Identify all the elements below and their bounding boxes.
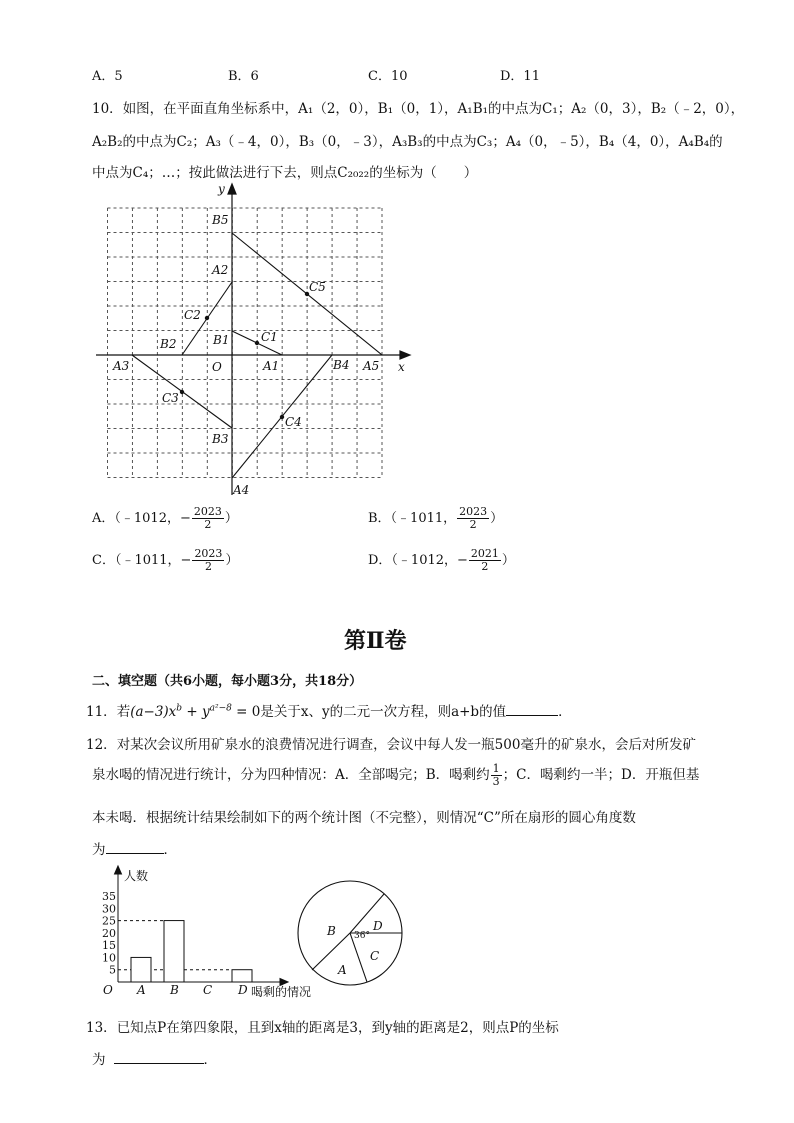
label-a1: A1: [263, 359, 280, 373]
q12-text-1: 对某次会议所用矿泉水的浪费情况进行调查，会议中每人发一瓶500毫升的矿泉水，会后对所发矿: [116, 737, 696, 753]
q10-option-b-label: B．（﹣1011，: [368, 511, 457, 526]
pie-angle-label: 36°: [354, 931, 370, 941]
category-labels: [136, 983, 248, 997]
q10-number: 10．: [92, 101, 123, 117]
q10-option-c-sign: −: [180, 553, 192, 568]
label-a4: A4: [233, 483, 250, 497]
x-axis-label: x: [398, 360, 405, 374]
q10-option-d-sign: −: [457, 553, 468, 568]
q13-line-2: [92, 1048, 217, 1068]
y-ticks: [102, 890, 116, 977]
q12-text-2b: ；C．喝剩约一半；D．开瓶但基: [502, 767, 700, 783]
q12-line4-end: ．: [163, 842, 177, 858]
q11-number: 11．: [86, 704, 117, 720]
q10-line-1: [92, 97, 744, 117]
q11-exp-a: a²−8: [209, 703, 232, 714]
q11-suffix: 是关于x、y的二元一次方程，则a+b的值: [260, 704, 507, 720]
y-tick-label: 25: [102, 914, 116, 928]
q13-number: 13．: [86, 1020, 117, 1036]
q12-fraction: [491, 763, 502, 788]
q10-option-a-fraction: [192, 506, 224, 531]
bar: [164, 921, 184, 982]
q10-option-d-fraction: [469, 548, 501, 573]
label-a5: A5: [363, 359, 380, 373]
y-tick-label: 15: [102, 939, 116, 953]
fraction-denominator: 2: [469, 518, 477, 531]
q10-text-1: 如图，在平面直角坐标系中，A₁（2，0），B₁（0，1），A₁B₁的中点为C₁；A₂（0，3），B₂（﹣2，0），: [122, 101, 745, 117]
q11-eq: = 0: [231, 704, 261, 720]
q11-end: ．: [558, 704, 572, 720]
y-axis-label: y: [218, 182, 225, 196]
origin-label: O: [212, 360, 222, 374]
q9-option-d: D．11: [500, 69, 540, 84]
fraction-denominator: 2: [204, 560, 212, 573]
q10-option-b: [368, 506, 503, 531]
y-tick-label: 20: [102, 926, 116, 940]
q10-option-a-label: A．（﹣1012，: [92, 511, 180, 526]
q10-option-a-sign: −: [179, 511, 191, 526]
q11-line: [86, 700, 572, 720]
q11-expr: (a−3)x: [130, 704, 177, 720]
origin-label: O: [103, 983, 113, 997]
q13-line2-prefix: 为: [92, 1052, 106, 1068]
category-label: A: [137, 983, 146, 997]
q11-answer-blank[interactable]: [506, 715, 558, 716]
q10-option-d-close: ）: [501, 553, 515, 568]
y-axis-title: 人数: [124, 869, 149, 883]
q11-prefix: 若: [116, 704, 131, 720]
y-tick-label: 35: [102, 890, 116, 903]
q12-answer-blank[interactable]: [106, 853, 164, 854]
fraction-numerator: 2023: [193, 505, 222, 518]
label-b5: B5: [212, 213, 229, 227]
q10-option-c-fraction: [192, 548, 224, 573]
section-title: 第Ⅱ卷: [344, 628, 407, 654]
label-b4: B4: [333, 358, 350, 372]
q10-option-b-close: ）: [490, 511, 504, 526]
label-c3: C3: [162, 391, 179, 405]
label-c4: C4: [285, 415, 302, 429]
q12-line-2: [92, 763, 699, 788]
label-c1: C1: [261, 330, 278, 344]
fraction-denominator: 3: [492, 775, 500, 788]
q10-line-3: 中点为C₄；…；按此做法进行下去，则点C₂₀₂₂的坐标为（ ）: [92, 165, 478, 181]
q12-pie-chart: [296, 874, 406, 992]
label-a2: A2: [212, 263, 229, 277]
label-b1: B1: [213, 333, 230, 347]
q12-line-4: [92, 838, 177, 858]
q12-line4-prefix: 为: [92, 842, 106, 858]
q13-text-1: 已知点P在第四象限，且到x轴的距离是3，到y轴的距离是2，则点P的坐标: [116, 1020, 559, 1036]
q10-option-a: [92, 506, 238, 531]
q11-plus-y: + y: [182, 704, 210, 720]
q13-answer-blank[interactable]: [114, 1063, 204, 1064]
grid: [108, 208, 383, 478]
q10-line-2: A₂B₂的中点为C₂；A₃（﹣4，0），B₃（0，﹣3），A₃B₃的中点为C₃；A₄（0，﹣5），B₄（4，0），A₄B₄的: [92, 134, 723, 150]
fraction-numerator: 1: [492, 762, 500, 775]
bar: [232, 970, 252, 982]
label-b3: B3: [212, 432, 229, 446]
pie-label-d: D: [373, 919, 383, 933]
pie-label-b: B: [327, 924, 336, 938]
fraction-denominator: 2: [481, 560, 489, 573]
q10-option-b-fraction: [457, 506, 489, 531]
part2-heading: 二、填空题（共6小题，每小题3分，共18分）: [92, 674, 363, 689]
label-c2: C2: [184, 308, 201, 322]
q13-line-1: [86, 1016, 559, 1036]
q10-coordinate-graph: [94, 180, 424, 500]
fraction-denominator: 2: [204, 518, 212, 531]
bars: [131, 921, 252, 982]
y-tick-label: 30: [102, 902, 116, 916]
q12-line-3: 本未喝．根据统计结果绘制如下的两个统计图（不完整），则情况“C”所在扇形的圆心角度数: [92, 810, 636, 826]
fraction-numerator: 2021: [470, 547, 499, 560]
category-label: C: [203, 983, 213, 997]
q9-option-b: B．6: [228, 69, 259, 84]
q12-number: 12．: [86, 737, 117, 753]
category-label: B: [170, 983, 179, 997]
fraction-numerator: 2023: [194, 547, 223, 560]
q12-text-2a: 泉水喝的情况进行统计，分为四种情况：A．全部喝完；B．喝剩约: [92, 767, 490, 783]
label-b2: B2: [160, 337, 177, 351]
q9-option-a: A．5: [92, 69, 123, 84]
pie-label-a: A: [338, 963, 347, 977]
label-a3: A3: [113, 359, 130, 373]
pie-label-c: C: [370, 949, 380, 963]
q9-option-c: C．10: [368, 69, 408, 84]
q10-option-d: [368, 548, 515, 573]
label-c5: C5: [309, 280, 326, 294]
y-tick-label: 5: [109, 963, 116, 977]
q13-line2-end: ．: [203, 1052, 217, 1068]
q10-option-d-label: D．（﹣1012，: [368, 553, 458, 568]
fraction-numerator: 2023: [459, 505, 488, 518]
q11-exp-b: b: [176, 703, 183, 714]
y-tick-label: 10: [102, 951, 116, 965]
x-axis-title: 喝剩的情况: [251, 985, 312, 999]
q12-line-1: [86, 733, 696, 753]
category-label: D: [238, 983, 248, 997]
bar: [131, 957, 151, 982]
q10-option-a-close: ）: [224, 511, 238, 526]
q10-option-c: [92, 548, 238, 573]
q10-option-c-close: ）: [225, 553, 239, 568]
q10-option-c-label: C．（﹣1011，: [92, 553, 181, 568]
